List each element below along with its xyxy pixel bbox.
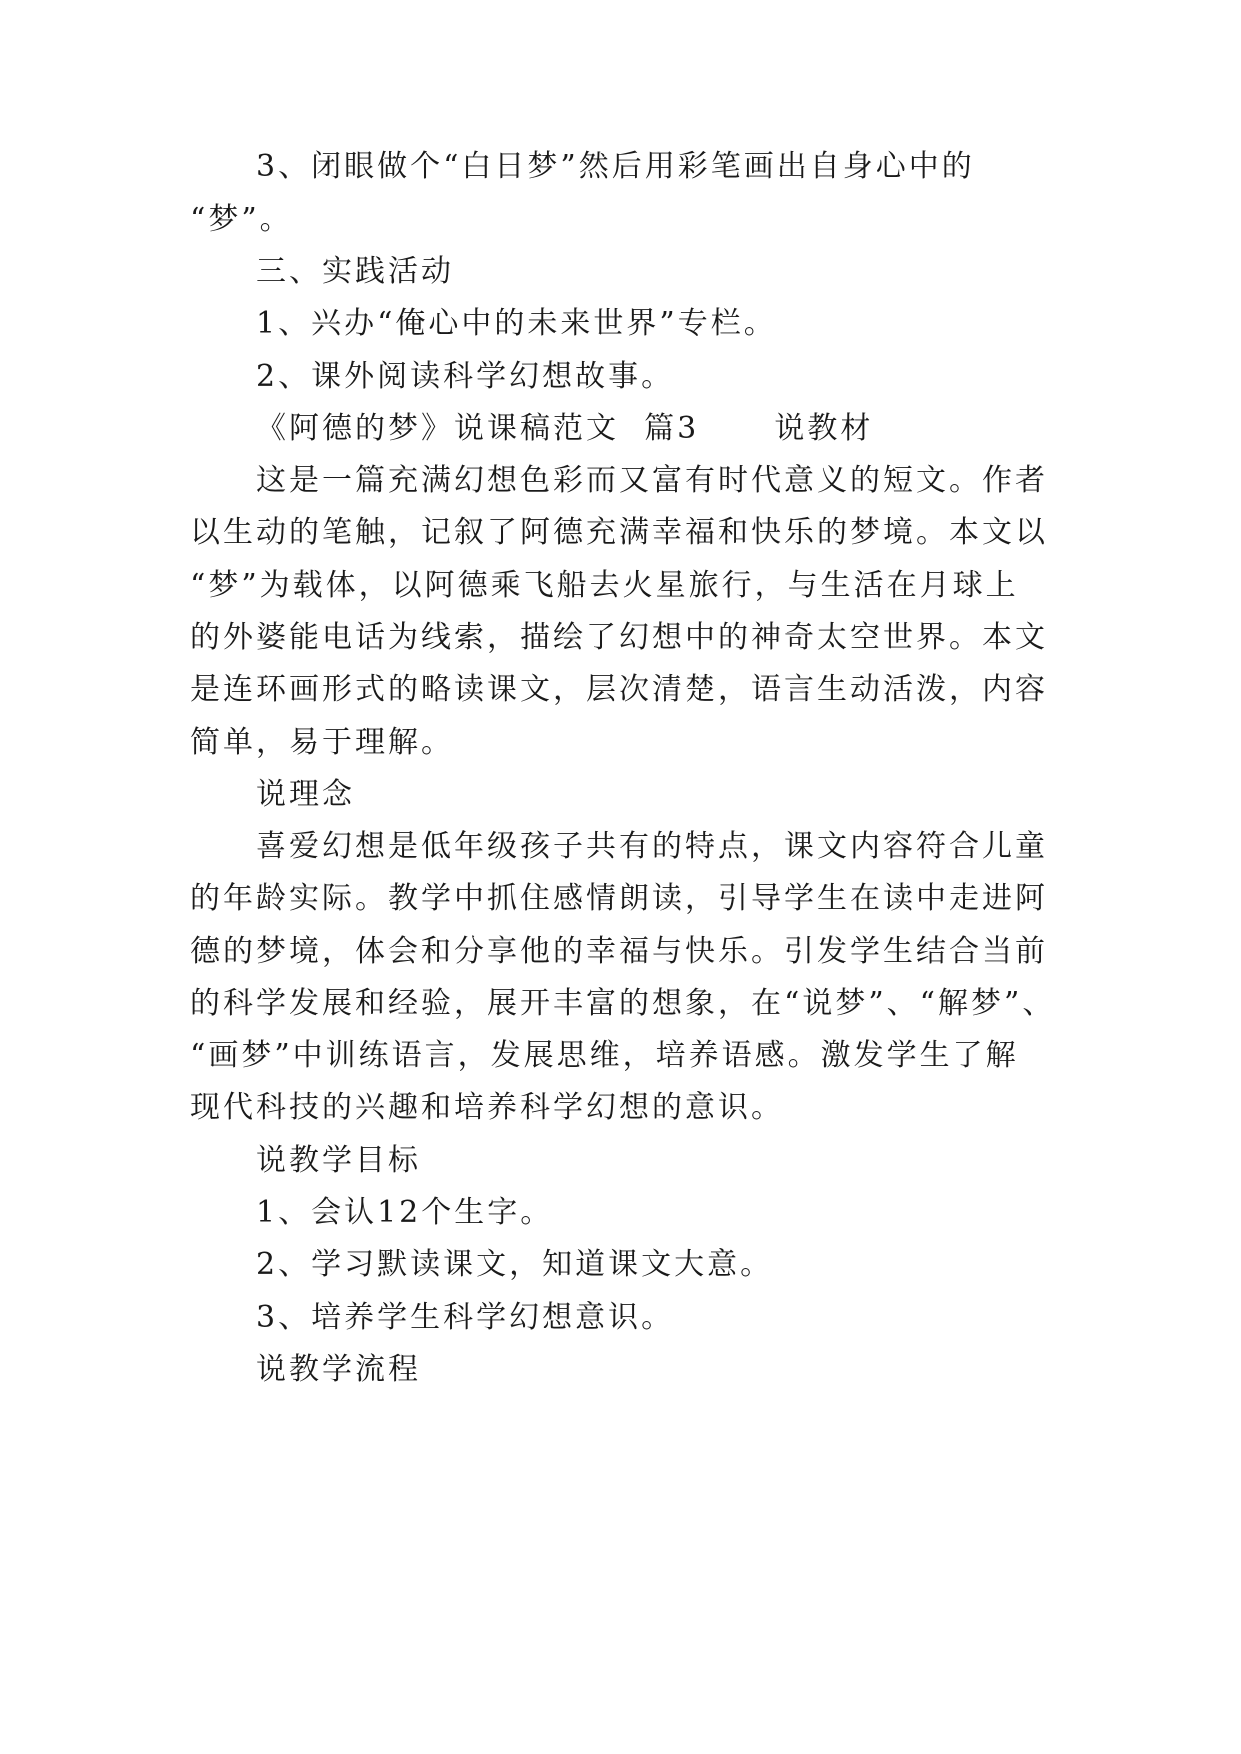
text-line: 的科学发展和经验，展开丰富的想象，在“说梦”、“解梦”、 (190, 986, 1056, 1021)
list-item: 3、培养学生科学幻想意识。 (256, 1300, 675, 1335)
text-line: “梦”为载体，以阿德乘飞船去火星旅行，与生活在月球上 (190, 568, 1019, 603)
text-line: 是连环画形式的略读课文，层次清楚，语言生动活泼，内容 (190, 672, 1048, 707)
text-line: 简单，易于理解。 (190, 725, 454, 760)
list-item: 1、会认12个生字。 (256, 1195, 554, 1230)
text-line: “梦”。 (190, 202, 293, 237)
text-line: 的年龄实际。教学中抓住感情朗读，引导学生在读中走进阿 (190, 881, 1048, 916)
text-line: 这是一篇充满幻想色彩而又富有时代意义的短文。作者 (256, 463, 1048, 498)
text-line: 3、闭眼做个“白日梦”然后用彩笔画出自身心中的 (256, 149, 975, 184)
list-item: 1、兴办“俺心中的未来世界”专栏。 (256, 306, 777, 341)
text-line: 现代科技的兴趣和培养科学幻想的意识。 (190, 1090, 784, 1125)
section-heading: 说教学流程 (256, 1352, 421, 1387)
text-line: 的外婆能电话为线索，描绘了幻想中的神奇太空世界。本文 (190, 620, 1048, 655)
text-line: 喜爱幻想是低年级孩子共有的特点，课文内容符合儿童 (256, 829, 1048, 864)
section-heading: 说教学目标 (256, 1143, 421, 1178)
text-line: “画梦”中训练语言，发展思维，培养语感。激发学生了解 (190, 1038, 1019, 1073)
list-item: 2、学习默读课文，知道课文大意。 (256, 1247, 774, 1282)
text-line: 以生动的笔触，记叙了阿德充满幸福和快乐的梦境。本文以 (190, 515, 1048, 550)
text-line: 德的梦境，体会和分享他的幸福与快乐。引发学生结合当前 (190, 934, 1048, 969)
section-heading: 三、实践活动 (256, 254, 454, 289)
article-title: 《阿德的梦》说课稿范文 篇3 说教材 (256, 411, 874, 446)
list-item: 2、课外阅读科学幻想故事。 (256, 359, 675, 394)
section-heading: 说理念 (256, 777, 355, 812)
